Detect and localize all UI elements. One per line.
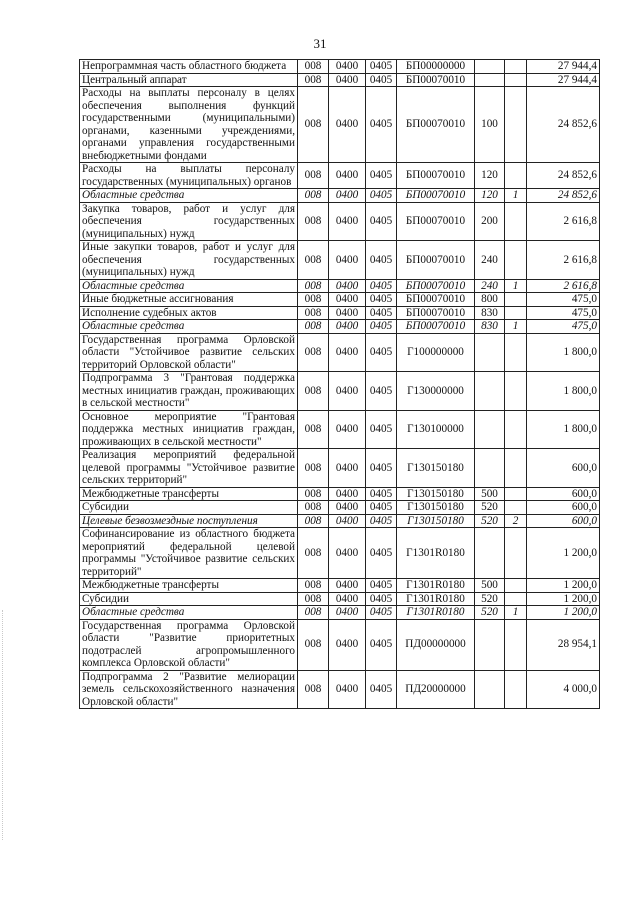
row-target-article: БП00070010: [397, 241, 475, 280]
table-row: [80, 163, 600, 189]
row-target-article: БП00070010: [397, 279, 475, 293]
row-expense-type: 100: [475, 87, 505, 163]
row-department-code: 008: [298, 333, 329, 372]
row-name: Областные средства: [80, 606, 298, 620]
row-name: Расходы на выплаты персоналу в целях обеспечения выполнения функций государственными (муниципальными) органами, казенными учреждениями, органами управления государственными внебюджетными фондами: [80, 87, 298, 163]
table-row: [80, 320, 600, 334]
table-row: [80, 579, 600, 593]
row-section-code: 0400: [329, 514, 366, 528]
row-subsection-code: 0405: [366, 163, 397, 189]
row-amount: 600,0: [527, 449, 600, 488]
row-name: Исполнение судебных актов: [80, 306, 298, 320]
row-section-code: 0400: [329, 592, 366, 606]
row-department-code: 008: [298, 592, 329, 606]
table-row: [80, 487, 600, 501]
table-row: [80, 606, 600, 620]
row-funding-source: [505, 410, 527, 449]
row-funding-source: [505, 528, 527, 579]
row-funding-source: [505, 579, 527, 593]
row-amount: 1 800,0: [527, 372, 600, 411]
scan-margin-marks: [2, 610, 6, 840]
row-section-code: 0400: [329, 202, 366, 241]
table-row: [80, 449, 600, 488]
row-funding-source: [505, 619, 527, 670]
row-name: Подпрограмма 3 "Грантовая поддержка местных инициатив граждан, проживающих в сельской местности": [80, 372, 298, 411]
row-expense-type: [475, 528, 505, 579]
row-section-code: 0400: [329, 333, 366, 372]
row-funding-source: 1: [505, 606, 527, 620]
row-department-code: 008: [298, 320, 329, 334]
table-row: [80, 528, 600, 579]
row-target-article: ПД20000000: [397, 670, 475, 709]
row-department-code: 008: [298, 449, 329, 488]
row-section-code: 0400: [329, 606, 366, 620]
row-funding-source: [505, 293, 527, 307]
row-section-code: 0400: [329, 306, 366, 320]
row-expense-type: 830: [475, 306, 505, 320]
table-row: [80, 592, 600, 606]
row-name: Государственная программа Орловской области "Развитие приоритетных подотраслей агропромышленного комплекса Орловской области": [80, 619, 298, 670]
row-department-code: 008: [298, 306, 329, 320]
table-row: [80, 73, 600, 87]
row-target-article: ПД00000000: [397, 619, 475, 670]
row-funding-source: 1: [505, 279, 527, 293]
table-row: [80, 202, 600, 241]
row-subsection-code: 0405: [366, 501, 397, 515]
row-subsection-code: 0405: [366, 320, 397, 334]
row-subsection-code: 0405: [366, 579, 397, 593]
row-section-code: 0400: [329, 528, 366, 579]
row-department-code: 008: [298, 528, 329, 579]
row-target-article: Г130150180: [397, 501, 475, 515]
row-department-code: 008: [298, 606, 329, 620]
row-amount: 1 200,0: [527, 592, 600, 606]
row-expense-type: 500: [475, 579, 505, 593]
row-expense-type: 200: [475, 202, 505, 241]
row-funding-source: [505, 487, 527, 501]
table-row: [80, 410, 600, 449]
row-expense-type: [475, 372, 505, 411]
row-name: Целевые безвозмездные поступления: [80, 514, 298, 528]
row-amount: 2 616,8: [527, 202, 600, 241]
row-funding-source: [505, 372, 527, 411]
table-row: [80, 372, 600, 411]
row-department-code: 008: [298, 293, 329, 307]
row-expense-type: [475, 410, 505, 449]
row-funding-source: 1: [505, 189, 527, 203]
row-department-code: 008: [298, 202, 329, 241]
row-expense-type: 830: [475, 320, 505, 334]
row-expense-type: 520: [475, 501, 505, 515]
row-name: Областные средства: [80, 320, 298, 334]
row-amount: 1 200,0: [527, 606, 600, 620]
row-section-code: 0400: [329, 163, 366, 189]
row-subsection-code: 0405: [366, 528, 397, 579]
row-expense-type: [475, 670, 505, 709]
row-name: Областные средства: [80, 279, 298, 293]
row-funding-source: [505, 202, 527, 241]
row-amount: 2 616,8: [527, 241, 600, 280]
table-row: [80, 619, 600, 670]
row-subsection-code: 0405: [366, 333, 397, 372]
row-target-article: БП00070010: [397, 87, 475, 163]
row-section-code: 0400: [329, 579, 366, 593]
table-body: [80, 60, 600, 709]
row-funding-source: 1: [505, 320, 527, 334]
row-subsection-code: 0405: [366, 592, 397, 606]
row-name: Государственная программа Орловской области "Устойчивое развитие сельских территорий Орловской области": [80, 333, 298, 372]
row-subsection-code: 0405: [366, 241, 397, 280]
table-row: [80, 501, 600, 515]
row-target-article: БП00070010: [397, 163, 475, 189]
row-subsection-code: 0405: [366, 410, 397, 449]
row-subsection-code: 0405: [366, 293, 397, 307]
row-department-code: 008: [298, 241, 329, 280]
row-amount: 1 800,0: [527, 333, 600, 372]
table-row: [80, 293, 600, 307]
row-department-code: 008: [298, 410, 329, 449]
row-amount: 28 954,1: [527, 619, 600, 670]
row-expense-type: 120: [475, 163, 505, 189]
row-funding-source: [505, 449, 527, 488]
row-amount: 600,0: [527, 501, 600, 515]
row-expense-type: [475, 73, 505, 87]
row-target-article: БП00070010: [397, 293, 475, 307]
row-target-article: БП00070010: [397, 320, 475, 334]
row-department-code: 008: [298, 279, 329, 293]
row-funding-source: [505, 501, 527, 515]
row-amount: 24 852,6: [527, 189, 600, 203]
row-name: Центральный аппарат: [80, 73, 298, 87]
row-department-code: 008: [298, 579, 329, 593]
row-section-code: 0400: [329, 410, 366, 449]
row-funding-source: [505, 333, 527, 372]
page-number: 31: [313, 36, 327, 51]
row-expense-type: 500: [475, 487, 505, 501]
row-amount: 2 616,8: [527, 279, 600, 293]
row-amount: 27 944,4: [527, 60, 600, 74]
table-row: [80, 333, 600, 372]
row-name: Реализация мероприятий федеральной целевой программы "Устойчивое развитие сельских территорий": [80, 449, 298, 488]
table-row: [80, 60, 600, 74]
row-department-code: 008: [298, 189, 329, 203]
row-target-article: БП00070010: [397, 189, 475, 203]
row-name: Областные средства: [80, 189, 298, 203]
row-amount: 600,0: [527, 487, 600, 501]
row-target-article: Г100000000: [397, 333, 475, 372]
row-section-code: 0400: [329, 73, 366, 87]
table-row: [80, 514, 600, 528]
row-section-code: 0400: [329, 501, 366, 515]
row-expense-type: [475, 619, 505, 670]
row-expense-type: [475, 449, 505, 488]
row-funding-source: [505, 163, 527, 189]
table-row: [80, 670, 600, 709]
row-amount: 475,0: [527, 293, 600, 307]
row-funding-source: [505, 60, 527, 74]
row-section-code: 0400: [329, 279, 366, 293]
row-amount: 27 944,4: [527, 73, 600, 87]
row-section-code: 0400: [329, 320, 366, 334]
row-department-code: 008: [298, 670, 329, 709]
row-target-article: БП00070010: [397, 306, 475, 320]
row-subsection-code: 0405: [366, 619, 397, 670]
row-expense-type: 240: [475, 279, 505, 293]
row-amount: 1 200,0: [527, 579, 600, 593]
row-amount: 600,0: [527, 514, 600, 528]
row-amount: 4 000,0: [527, 670, 600, 709]
row-name: Иные бюджетные ассигнования: [80, 293, 298, 307]
row-department-code: 008: [298, 87, 329, 163]
row-name: Межбюджетные трансферты: [80, 579, 298, 593]
row-target-article: Г1301R0180: [397, 606, 475, 620]
row-expense-type: 520: [475, 592, 505, 606]
row-amount: 1 800,0: [527, 410, 600, 449]
row-subsection-code: 0405: [366, 60, 397, 74]
row-department-code: 008: [298, 163, 329, 189]
row-subsection-code: 0405: [366, 487, 397, 501]
row-section-code: 0400: [329, 241, 366, 280]
row-target-article: БП00000000: [397, 60, 475, 74]
row-name: Софинансирование из областного бюджета мероприятий федеральной целевой программы "Устойчивое развитие сельских территорий": [80, 528, 298, 579]
row-department-code: 008: [298, 501, 329, 515]
table-row: [80, 306, 600, 320]
row-department-code: 008: [298, 619, 329, 670]
row-subsection-code: 0405: [366, 449, 397, 488]
row-section-code: 0400: [329, 189, 366, 203]
row-name: Межбюджетные трансферты: [80, 487, 298, 501]
row-section-code: 0400: [329, 670, 366, 709]
row-section-code: 0400: [329, 293, 366, 307]
row-department-code: 008: [298, 372, 329, 411]
row-section-code: 0400: [329, 487, 366, 501]
budget-table: [79, 59, 600, 709]
row-name: Субсидии: [80, 592, 298, 606]
table-row: [80, 87, 600, 163]
row-name: Иные закупки товаров, работ и услуг для обеспечения государственных (муниципальных) нужд: [80, 241, 298, 280]
row-section-code: 0400: [329, 619, 366, 670]
row-target-article: Г1301R0180: [397, 592, 475, 606]
row-name: Непрограммная часть областного бюджета: [80, 60, 298, 74]
row-expense-type: 800: [475, 293, 505, 307]
row-expense-type: 520: [475, 514, 505, 528]
row-expense-type: 240: [475, 241, 505, 280]
row-target-article: Г130000000: [397, 372, 475, 411]
row-target-article: Г130150180: [397, 514, 475, 528]
row-name: Основное мероприятие "Грантовая поддержка местных инициатив граждан, проживающих в сельской местности": [80, 410, 298, 449]
row-section-code: 0400: [329, 449, 366, 488]
row-name: Субсидии: [80, 501, 298, 515]
row-amount: 475,0: [527, 320, 600, 334]
row-department-code: 008: [298, 487, 329, 501]
row-amount: 24 852,6: [527, 163, 600, 189]
row-subsection-code: 0405: [366, 87, 397, 163]
row-target-article: Г1301R0180: [397, 528, 475, 579]
row-name: Расходы на выплаты персоналу государственных (муниципальных) органов: [80, 163, 298, 189]
row-subsection-code: 0405: [366, 306, 397, 320]
row-funding-source: [505, 73, 527, 87]
row-target-article: Г130150180: [397, 487, 475, 501]
row-expense-type: 120: [475, 189, 505, 203]
row-subsection-code: 0405: [366, 670, 397, 709]
row-target-article: БП00070010: [397, 73, 475, 87]
row-funding-source: [505, 306, 527, 320]
row-amount: 24 852,6: [527, 87, 600, 163]
row-section-code: 0400: [329, 60, 366, 74]
row-target-article: Г130100000: [397, 410, 475, 449]
row-subsection-code: 0405: [366, 514, 397, 528]
row-subsection-code: 0405: [366, 73, 397, 87]
row-target-article: БП00070010: [397, 202, 475, 241]
row-expense-type: 520: [475, 606, 505, 620]
row-subsection-code: 0405: [366, 189, 397, 203]
row-amount: 475,0: [527, 306, 600, 320]
row-subsection-code: 0405: [366, 202, 397, 241]
row-funding-source: [505, 592, 527, 606]
table-row: [80, 241, 600, 280]
row-department-code: 008: [298, 73, 329, 87]
row-expense-type: [475, 333, 505, 372]
row-funding-source: 2: [505, 514, 527, 528]
row-name: Подпрограмма 2 "Развитие мелиорации земель сельскохозяйственного назначения Орловской области": [80, 670, 298, 709]
row-target-article: Г1301R0180: [397, 579, 475, 593]
row-section-code: 0400: [329, 372, 366, 411]
row-funding-source: [505, 670, 527, 709]
row-subsection-code: 0405: [366, 606, 397, 620]
row-amount: 1 200,0: [527, 528, 600, 579]
row-target-article: Г130150180: [397, 449, 475, 488]
row-subsection-code: 0405: [366, 372, 397, 411]
row-department-code: 008: [298, 514, 329, 528]
row-expense-type: [475, 60, 505, 74]
table-row: [80, 279, 600, 293]
row-name: Закупка товаров, работ и услуг для обеспечения государственных (муниципальных) нужд: [80, 202, 298, 241]
row-department-code: 008: [298, 60, 329, 74]
table-row: [80, 189, 600, 203]
row-funding-source: [505, 241, 527, 280]
row-subsection-code: 0405: [366, 279, 397, 293]
row-section-code: 0400: [329, 87, 366, 163]
row-funding-source: [505, 87, 527, 163]
